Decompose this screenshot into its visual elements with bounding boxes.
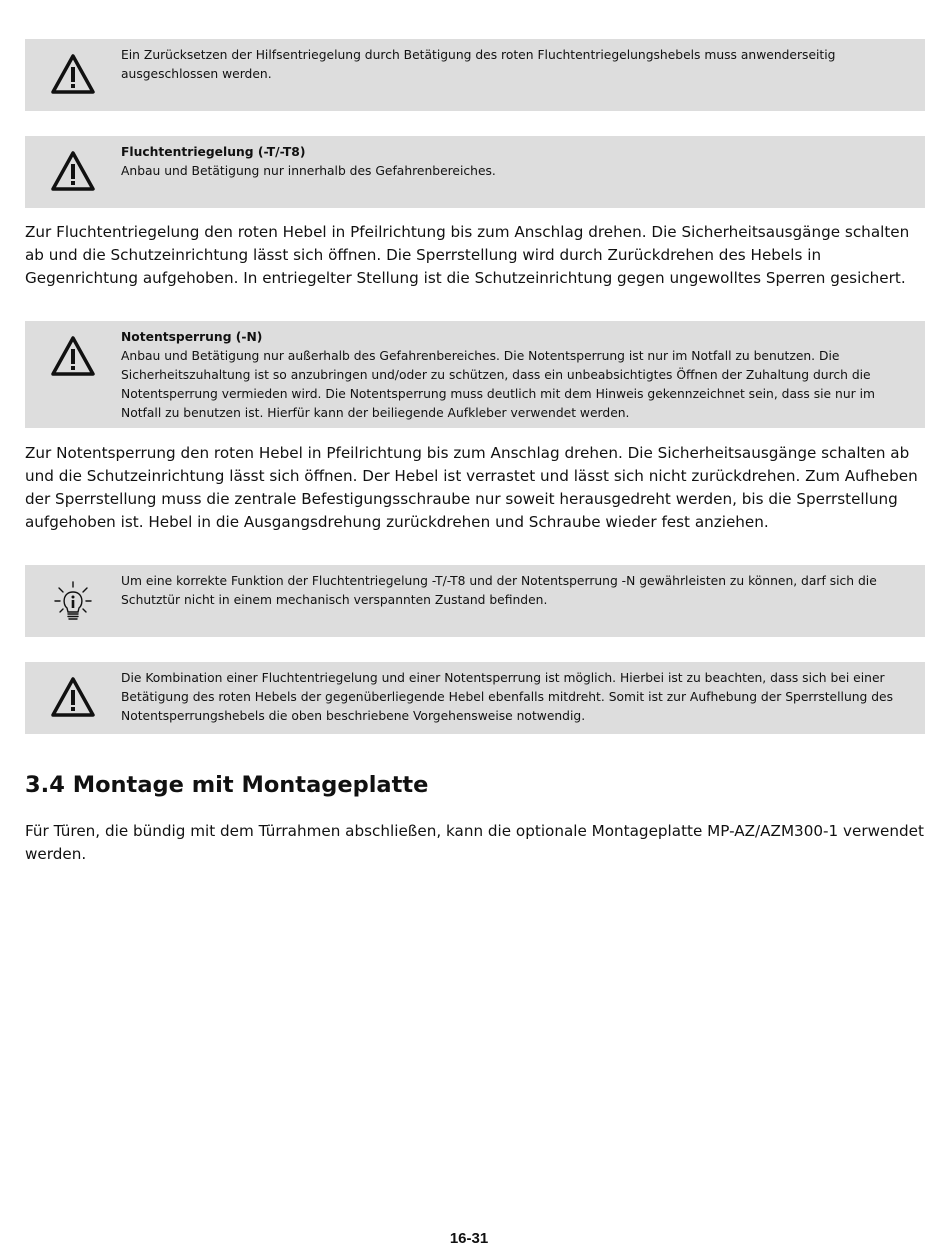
warning-notice — [25, 39, 925, 111]
warning-notice — [25, 321, 925, 428]
notice-text: Ein Zurücksetzen der Hilfsentriegelung durch Betätigung des roten Fluchtentriegelungshebels muss anwenderseitig ausgeschlossen werden. — [121, 48, 836, 81]
notice-text: Die Kombination einer Fluchtentriegelung und einer Notentsperrung ist möglich. Hierbei ist zu beachten, dass sich bei einer Betätigung des roten Hebels der gegenüberliegende Hebel ebenfalls mitdreht. Somit ist zur Aufhebung der Sperrstellung des Notentsperrungshebels die oben beschriebene Vorgehensweise notwendig. — [121, 671, 894, 723]
notice-text: Anbau und Betätigung nur innerhalb des Gefahrenbereiches. — [121, 164, 496, 178]
notice-title: Fluchtentriegelung (-T/-T8) — [121, 145, 306, 159]
page-number: 16-31 — [449, 1230, 489, 1247]
notice-title: Notentsperrung (-N) — [121, 330, 263, 344]
notice-text: Anbau und Betätigung nur außerhalb des Gefahrenbereiches. Die Notentsperrung ist nur im Notfall zu benutzen. Die Sicherheitszuhaltung ist so anzubringen und/oder zu schützen, dass ein unbeabsichtigtes Öffnen der Zuhaltung durch die Notentsperrung vermieden wird. Die Notentsperrung muss deutlich mit dem Hinweis gekennzeichnet sein, dass sie nur im Notfall zu benutzen ist. Hierfür kann der beiliegende Aufkleber verwendet werden. — [121, 349, 875, 420]
body-paragraph: Für Türen, die bündig mit dem Türrahmen abschließen, kann die optionale Montageplatte MP-AZ/AZM300-1 verwendet werden. — [25, 822, 924, 863]
notice-text-block — [121, 572, 897, 610]
warning-notice — [25, 662, 925, 734]
notice-text-block — [121, 143, 897, 181]
warning-icon — [50, 676, 96, 718]
warning-icon — [50, 53, 96, 95]
warning-notice — [25, 136, 925, 208]
notice-text-block — [121, 46, 897, 84]
notice-text: Um eine korrekte Funktion der Fluchtentriegelung -T/-T8 und der Notentsperrung -N gewährleisten zu können, darf sich die Schutztür nicht in einem mechanisch verspannten Zustand befinden. — [121, 574, 877, 607]
tip-notice — [25, 565, 925, 637]
section-heading: 3.4 Montage mit Montageplatte — [25, 772, 429, 798]
body-paragraph: Zur Notentsperrung den roten Hebel in Pfeilrichtung bis zum Anschlag drehen. Die Sicherheitsausgänge schalten ab und die Schutzeinrichtung lässt sich öffnen. Der Hebel ist verrastet und lässt sich nicht zurückdrehen. Zum Aufheben der Sperrstellung muss die zentrale Befestigungsschraube nur soweit herausgedreht werden, bis die Sperrstellung aufgehoben ist. Hebel in die Ausgangsdrehung zurückdrehen und Schraube wieder fest anziehen. — [25, 444, 918, 531]
notice-text-block — [121, 669, 897, 726]
lightbulb-info-icon — [50, 581, 96, 623]
warning-icon — [50, 335, 96, 377]
notice-text-block — [121, 328, 897, 423]
body-paragraph: Zur Fluchtentriegelung den roten Hebel in Pfeilrichtung bis zum Anschlag drehen. Die Sicherheitsausgänge schalten ab und die Schutzeinrichtung lässt sich öffnen. Die Sperrstellung wird durch Zurückdrehen des Hebels in Gegenrichtung aufgehoben. In entriegelter Stellung ist die Schutzeinrichtung gegen ungewolltes Sperren gesichert. — [25, 223, 910, 287]
warning-icon — [50, 150, 96, 192]
